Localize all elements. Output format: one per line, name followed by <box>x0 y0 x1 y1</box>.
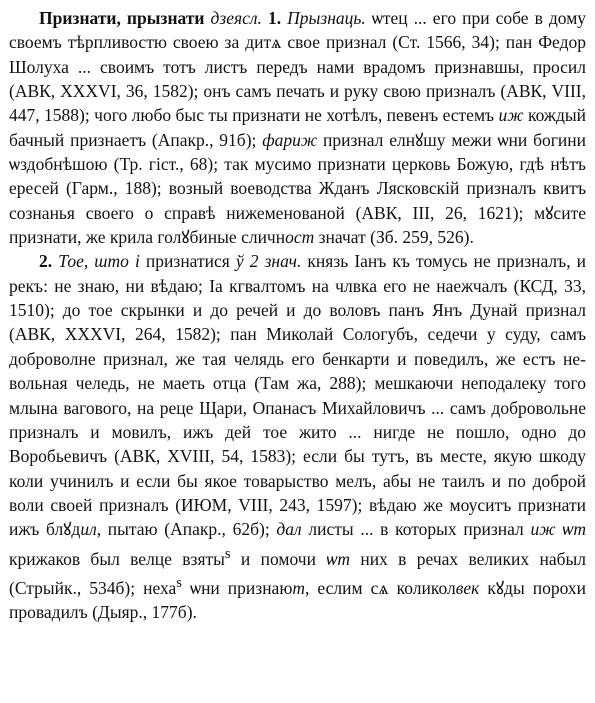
sense-2-text: кꙋды порохи провадилъ (Дыяр., 177б). <box>9 577 586 622</box>
sense-2-text: даю; Iа кгвалтомъ на чл <box>168 275 353 296</box>
sense-1-text: шою (Тр. гіст., 68); так мусимо признати церковь Божую, гд <box>72 154 535 175</box>
entry-sense-2 <box>9 249 586 624</box>
sense-1-gloss: Прызнаць. <box>287 8 366 28</box>
superscript-letter: в <box>352 275 361 296</box>
sense-2-text: ѡни признаю <box>181 577 293 598</box>
sense-2-text: д <box>71 519 81 540</box>
sense-2-text: и помочи <box>230 548 327 569</box>
superscript-letter: s <box>176 574 182 591</box>
superscript-letter: ѣ <box>350 105 361 126</box>
italic-word: ѡт <box>326 548 351 569</box>
sense-2-text: , пытаю (Апакр., 62б); <box>96 519 277 540</box>
entry-sense-1 <box>9 6 586 249</box>
headword: Признати, прызнати <box>39 8 205 28</box>
italic-word: иж ѡт <box>530 519 586 540</box>
sense-1-text: ѡтец ... его при собе в дому своемъ т <box>9 8 587 53</box>
superscript-letter: ѣ <box>377 494 387 515</box>
sense-1-text: значат (Зб. 259, 526). <box>314 227 474 248</box>
superscript-letter: ѣ <box>205 202 216 223</box>
superscript-letter: ѣ <box>534 154 545 175</box>
sense-2-ref: ў 2 знач. <box>235 251 302 272</box>
superscript-letter: s <box>224 545 231 562</box>
italic-word: дал <box>276 519 302 540</box>
part-of-speech: дзеясл. <box>210 8 262 28</box>
sense-1-text: вшы, просил (АВК, XXXVI, 36, 1582); онъ самъ печать и руку свою призналъ (АВК, VIII, 447, 1588); чого любо быс ты признати не хот <box>9 56 586 126</box>
sense-1-text: кождый бачный признаетъ (Апакр., 91б); <box>9 105 587 150</box>
sense-number-2: 2. <box>39 251 53 272</box>
sense-2-gloss-plain: признатися <box>139 251 236 272</box>
sense-2-text: даю же моуситъ признати ижъ бл <box>9 494 586 540</box>
italic-word: иж <box>498 105 524 126</box>
sense-1-text: лъ, певенъ естемъ <box>360 105 499 126</box>
sense-2-gloss: Тое, што і <box>58 251 140 272</box>
italic-word: ил <box>80 519 97 540</box>
sense-2-text: листы ... в которых признал <box>301 519 531 540</box>
superscript-letter: ꙋ <box>63 519 72 540</box>
superscript-letter: ѣ <box>559 154 570 175</box>
superscript-letter: ѣ <box>62 154 73 175</box>
sense-1-text: н <box>544 154 560 175</box>
superscript-letter: ѣ <box>75 32 85 53</box>
sense-1-text: признал елнꙋшу межи ѡни богини ѡздобн <box>9 129 587 175</box>
italic-word: т <box>292 577 306 598</box>
sense-number-1: 1. <box>267 8 282 28</box>
italic-word: ост <box>285 227 315 248</box>
sense-2-text: князь Iанъ къ томусь не призналъ, и рекъ: не знаю, ни в <box>9 251 587 296</box>
sense-2-text: , еслим сѧ коликол <box>305 577 456 598</box>
superscript-letter: ѣ <box>158 275 169 296</box>
italic-word: век <box>455 577 480 598</box>
italic-word: фариж <box>262 129 318 150</box>
sense-1-text: тъ ересей (Гарм., 188); возный воеводства Жданъ Лясковскій призналъ квитъ сознанья своего о справ <box>9 154 586 223</box>
sense-1-text: рпливостю своею за дитѧ свое признал (Ст. 1566, 34); пан Федор Шолуха ... своимъ тотъ листъ передъ нами врадомъ призна <box>9 32 586 77</box>
sense-2-text: крижаков был велце взяты <box>9 548 225 569</box>
sense-2-text: ка его не наежчалъ (КСД, 33, 1510); до тое скрынки и до речей и до воловъ панъ Янъ Дунай признал (АВК, XXXVI, 264, 1582); пан Миколай Сологубъ, седечи у суду, самъ доброволне признал, же тая челядь его бенкарти и поведилъ, же естъ невольная челедь, не маеть отца (Там жа, 288); мешкаючи неподалеку того млына вагового, на реце Щари, Опанасъ Михайловичъ ... самъ добровольне призналъ и мовилъ, ижъ дей тое жито ... нигде не пошло, одно до Воробьевичъ (АВК, XVIII, 54, 1583); если бы тутъ, въ месте, якую шкоду коли учинилъ и если бы якое товарыство мелъ, абы не таилъ и по доброй воли своей призналъ (ИЮМ, VIII, 243, 1597); в <box>9 275 586 515</box>
sense-1-text: нижеменованой (АВК, III, 26, 1621); мꙋсите признати, же крила голꙋбиные сличн <box>9 202 586 248</box>
sense-2-text: них в речах великих набыл (Стрыйк., 534б); неха <box>9 548 586 598</box>
